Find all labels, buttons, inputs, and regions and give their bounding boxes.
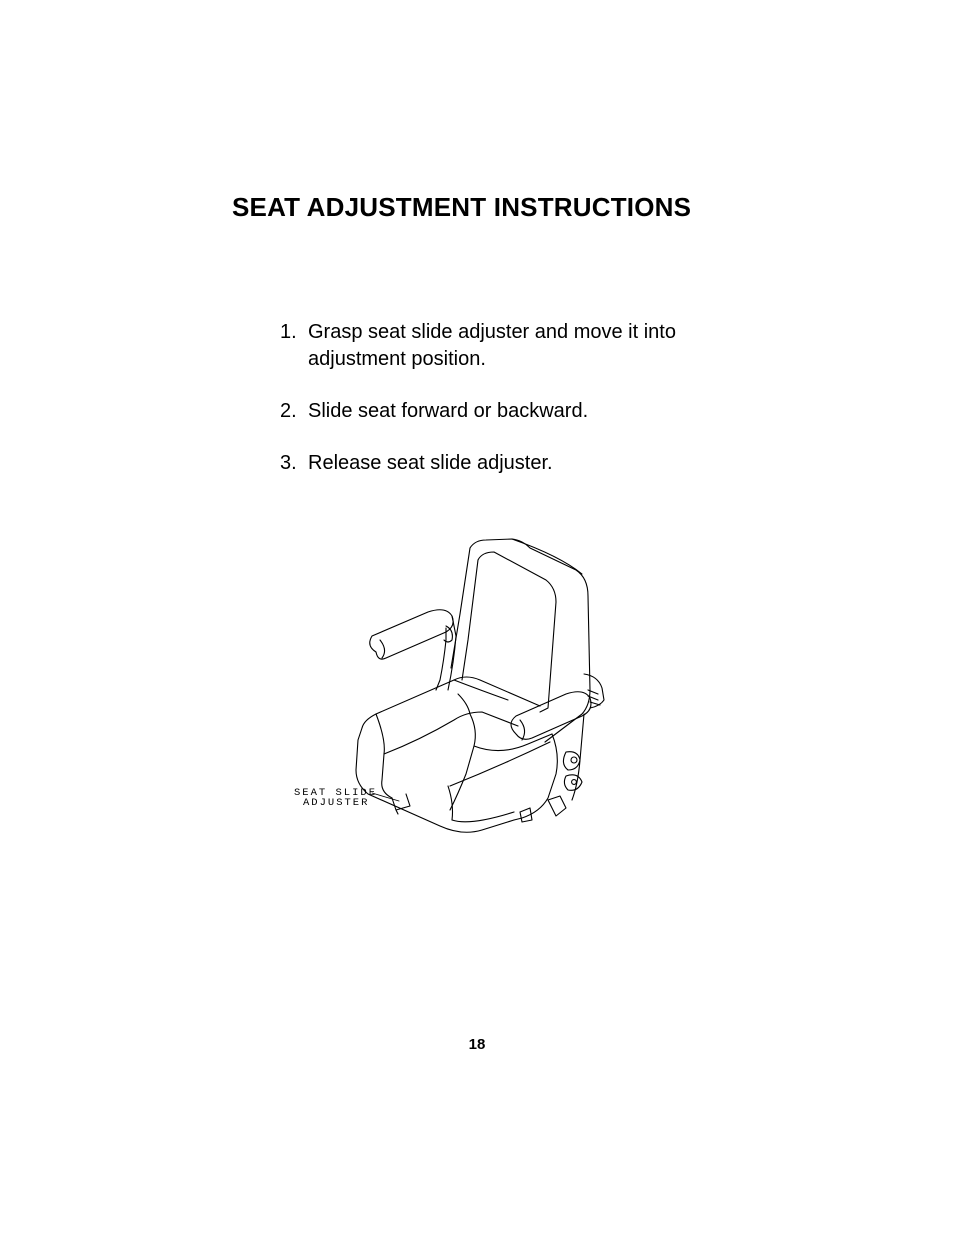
instruction-list <box>280 319 720 502</box>
step-number: 3. <box>280 452 297 474</box>
instruction-step-1 <box>280 319 720 373</box>
instruction-step-2 <box>280 398 720 425</box>
callout-label-line-2: ADJUSTER <box>303 797 370 809</box>
step-number: 1. <box>280 321 297 343</box>
step-text: Slide seat forward or backward. <box>308 400 589 422</box>
page-number: 18 <box>468 1036 486 1053</box>
step-text: Release seat slide adjuster. <box>308 452 553 474</box>
step-number: 2. <box>280 400 297 422</box>
callout-label-line-1: SEAT SLIDE <box>294 787 378 799</box>
page-title: SEAT ADJUSTMENT INSTRUCTIONS <box>232 192 692 222</box>
step-text: Grasp seat slide adjuster and move it into adjustment position. <box>308 321 676 370</box>
instruction-step-3 <box>280 450 720 477</box>
